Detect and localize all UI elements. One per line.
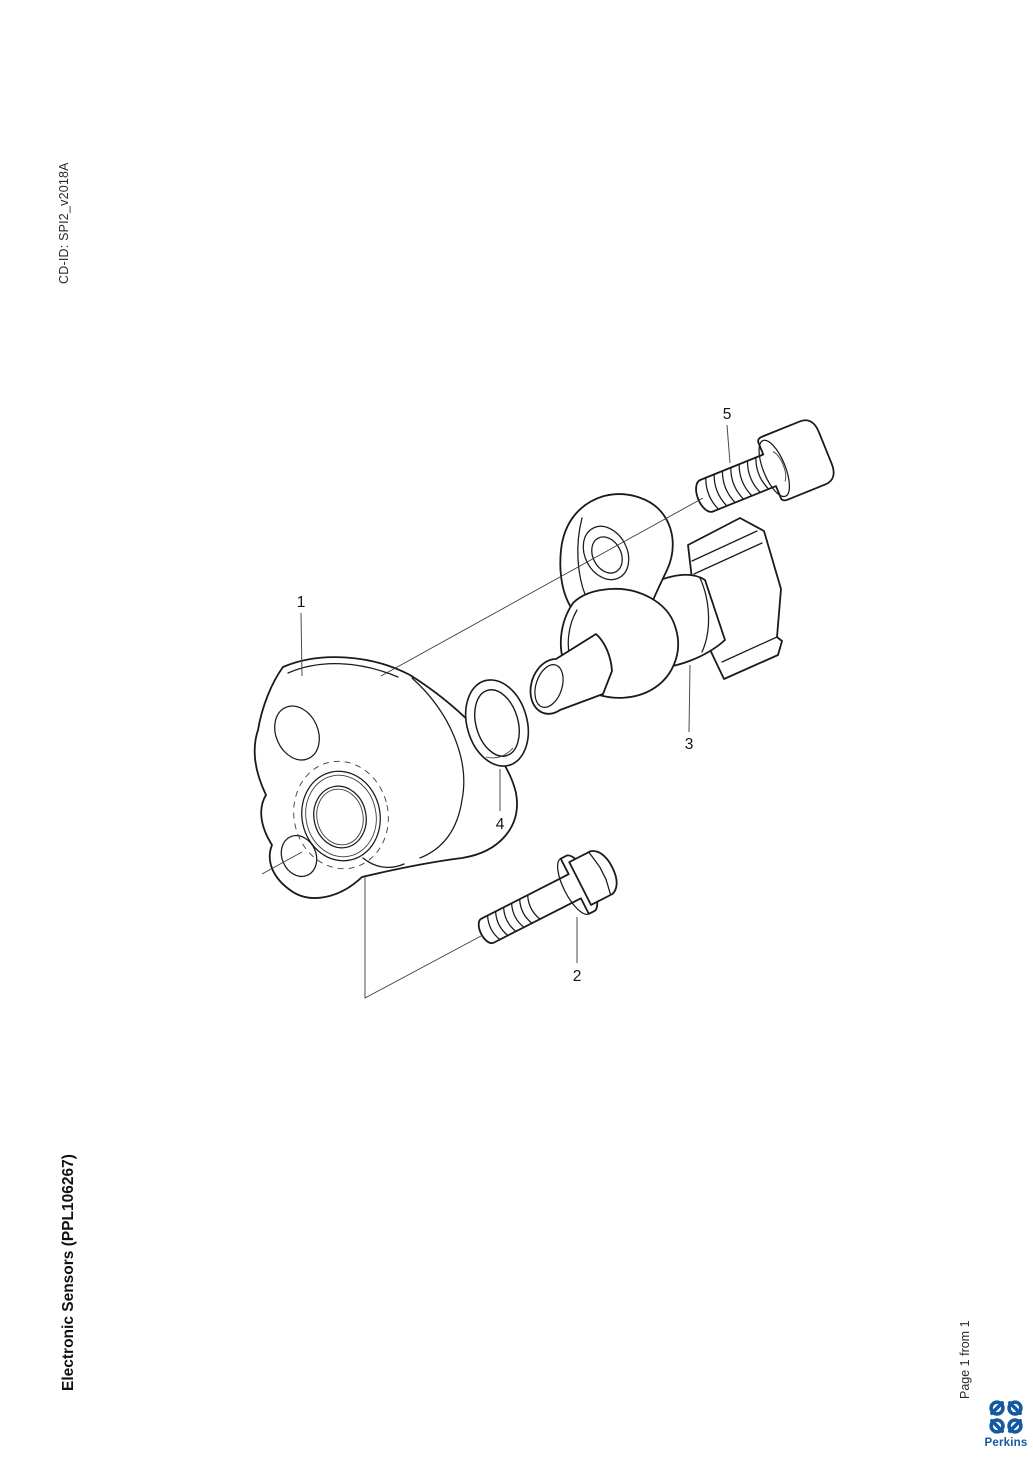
callout-1: 1 bbox=[296, 594, 306, 611]
perkins-logo bbox=[980, 1398, 1032, 1456]
part-3-sensor bbox=[530, 494, 782, 714]
perkins-logo-text: Perkins bbox=[984, 1437, 1028, 1449]
part-2-flange-bolt bbox=[467, 840, 626, 962]
callout-3: 3 bbox=[684, 736, 694, 753]
page-number: Page 1 from 1 bbox=[958, 1320, 972, 1399]
part-5-cap-screw bbox=[685, 416, 837, 530]
page-title: Electronic Sensors (PPL106267) bbox=[60, 1154, 77, 1391]
assembly-axis-lines-under bbox=[365, 874, 481, 998]
callout-5: 5 bbox=[722, 406, 732, 423]
perkins-logo-mark bbox=[987, 1398, 1025, 1436]
callout-2: 2 bbox=[572, 968, 582, 985]
callout-4: 4 bbox=[495, 816, 505, 833]
cd-id-label: CD-ID: SPI2_v2018A bbox=[57, 162, 71, 284]
